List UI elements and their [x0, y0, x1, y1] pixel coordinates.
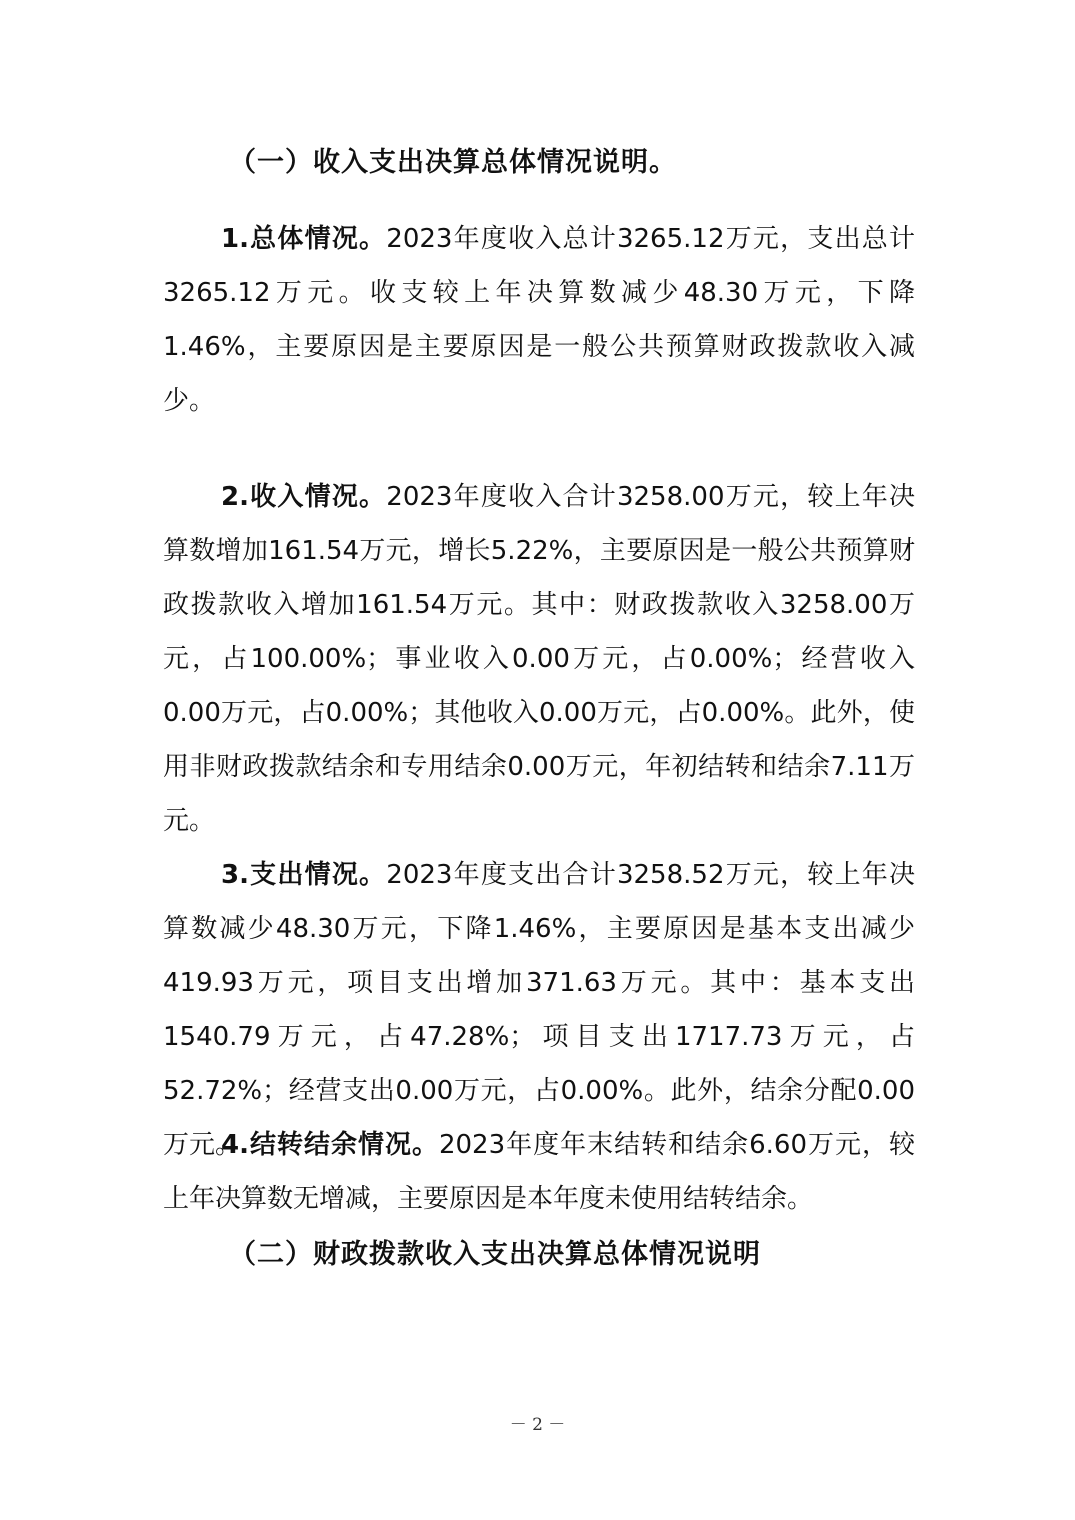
- paragraph-overall: [163, 212, 915, 428]
- paragraph-body: 2023年度支出合计3258.52万元，较上年决算数减少48.30万元，下降1.46%，主要原因是基本支出减少419.93万元，项目支出增加371.63万元。其中：基本支出1540.79万元，占47.28%；项目支出1717.73万元，占52.72%；经营支出0.00万元，占0.00%。此外，结余分配0.00万元。: [163, 860, 916, 1160]
- paragraph-lead: 3.支出情况。: [221, 860, 387, 890]
- page-number: － 2 －: [509, 1415, 566, 1435]
- paragraph-body: 2023年度收入总计3265.12万元，支出总计3265.12万元。收支较上年决算数减少48.30万元，下降1.46%，主要原因是主要原因是一般公共预算财政拨款收入减少。: [163, 224, 916, 416]
- section-two-heading: （二）财政拨款收入支出决算总体情况说明: [229, 1239, 761, 1270]
- paragraph-lead: 2.收入情况。: [221, 482, 387, 512]
- paragraph-lead: 1.总体情况。: [221, 224, 387, 254]
- section-one-heading: （一）收入支出决算总体情况说明。: [229, 147, 677, 178]
- paragraph-body: 2023年度年末结转和结余6.60万元，较上年决算数无增减，主要原因是本年度未使用结转结余。: [163, 1130, 916, 1214]
- paragraph-income: [163, 470, 915, 848]
- paragraph-carryover: [163, 1118, 915, 1226]
- paragraph-body: 2023年度收入合计3258.00万元，较上年决算数增加161.54万元，增长5.22%，主要原因是一般公共预算财政拨款收入增加161.54万元。其中：财政拨款收入3258.00万元，占100.00%；事业收入0.00万元，占0.00%；经营收入0.00万元，占0.00%；其他收入0.00万元，占0.00%。此外，使用非财政拨款结余和专用结余0.00万元，年初结转和结余7.11万元。: [163, 482, 916, 836]
- paragraph-lead: 4.结转结余情况。: [221, 1130, 439, 1160]
